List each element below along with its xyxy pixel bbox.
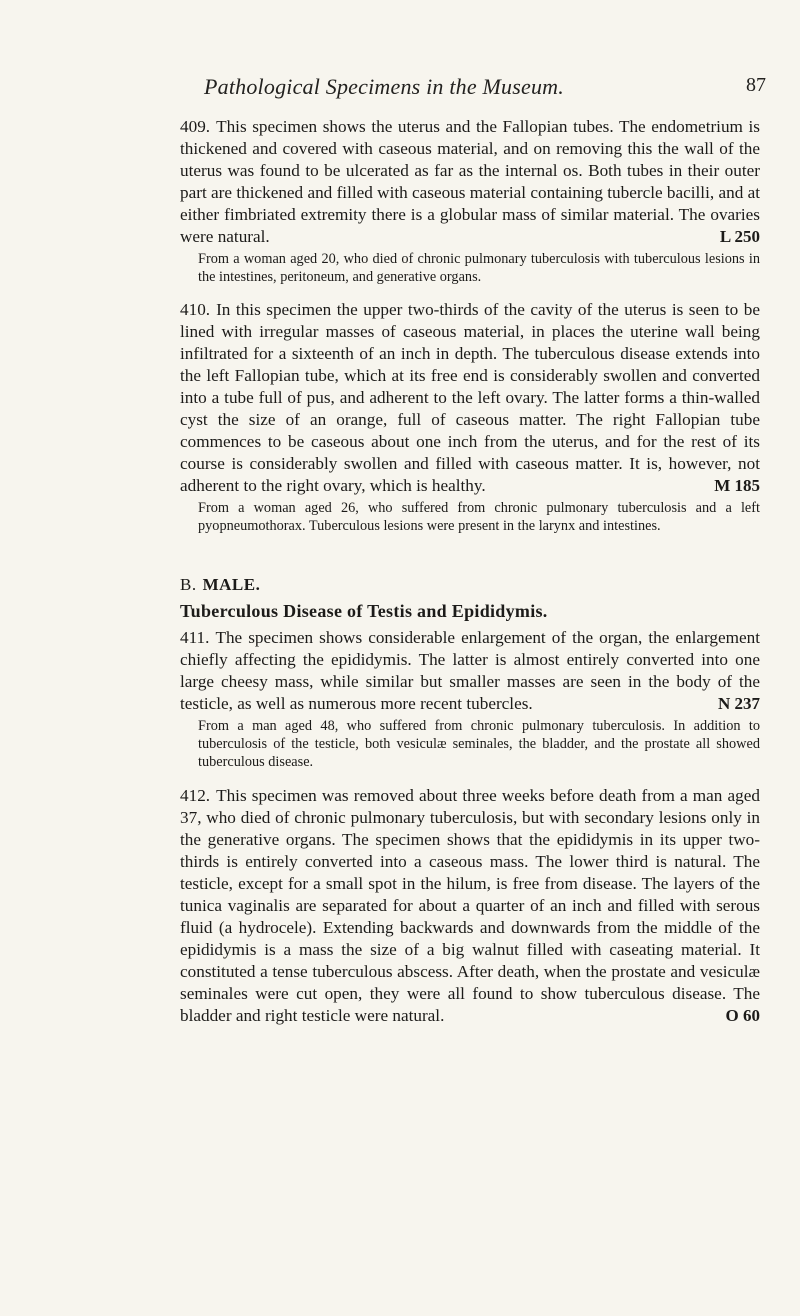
specimen-entry-411: [180, 627, 760, 771]
catalogue-reference: M 185: [714, 476, 760, 495]
running-header: [180, 74, 766, 108]
entry-number: 412.: [180, 786, 211, 805]
entry-body: [180, 785, 760, 1027]
entry-body: [180, 299, 760, 497]
entry-description: This specimen shows the uterus and the Fallopian tubes. The endometrium is thickened and covered with caseous material, and on removing this the wall of the uterus was found to be ulcerated as far as the internal os. Both tubes in their outer part are thickened and filled with caseous material containing tubercle bacilli, and at either fimbriated extremity there is a globular mass of similar material. The ovaries were natural.: [180, 117, 760, 246]
clinical-note: From a woman aged 26, who suffered from chronic pulmonary tuberculosis and a left pyopneumothorax. Tuberculous lesions were present in the larynx and intestines.: [198, 500, 760, 534]
specimen-entry-409: [180, 116, 760, 286]
clinical-note: From a man aged 48, who suffered from chronic pulmonary tuberculosis. In addition to tuberculosis of the testicle, both vesiculæ seminales, the bladder, and the prostate all showed tuberculous disease.: [198, 718, 760, 770]
running-title: Pathological Specimens in the Museum.: [204, 74, 564, 99]
catalogue-reference: N 237: [717, 694, 760, 713]
page-number: 87: [746, 74, 766, 96]
specimen-entry-412: [180, 785, 760, 1027]
entry-number: 411.: [180, 628, 210, 647]
entry-description: This specimen was removed about three weeks before death from a man aged 37, who died of chronic pulmonary tuberculosis, but with secondary lesions only in the generative organs. The specimen shows that the epididymis in its upper two-thirds is entirely converted into a caseous mass. The lower third is natural. The testicle, except for a small spot in the hilum, is free from disease. The layers of the tunica vaginalis are separated for about a quarter of an inch and filled with serous fluid (a hydrocele). Extending backwards and downwards from the middle of the epididymis is a mass the size of a big walnut filled with caseating material. It constituted a tense tuberculous abscess. After death, when the prostate and vesiculæ seminales were cut open, they were all found to show tuberculous disease. The bladder and right testicle were natural.: [180, 786, 760, 1025]
entry-description: In this specimen the upper two-thirds of the cavity of the uterus is seen to be lined with irregular masses of caseous material, in places the uterine wall being infiltrated for a sixteenth of an inch in depth. The tuberculous disease extends into the left Fallopian tube, which at its free end is considerably swollen and converted into a tube full of pus, and adherent to the left ovary. The latter forms a thin-walled cyst the size of an orange, full of caseous matter. The right Fallopian tube commences to be caseous about one inch from the uterus, and for the rest of its course is considerably swollen and filled with caseous matter. It is, however, not adherent to the right ovary, which is healthy.: [180, 300, 760, 495]
section-letter: B.: [180, 575, 197, 594]
entry-description: The specimen shows considerable enlargement of the organ, the enlargement chiefly affecting the epididymis. The latter is almost entirely converted into one large cheesy mass, while similar but smaller masses are seen in the body of the testicle, as well as numerous more recent tubercles.: [180, 628, 760, 713]
catalogue-reference: O 60: [725, 1006, 760, 1025]
section-title: MALE.: [202, 575, 261, 594]
entry-number: 409.: [180, 117, 211, 136]
catalogue-reference: L 250: [719, 227, 760, 246]
document-page: [180, 74, 766, 1027]
section-heading: [180, 575, 760, 595]
subsection-heading: Tuberculous Disease of Testis and Epididymis.: [180, 601, 548, 621]
entry-number: 410.: [180, 300, 211, 319]
clinical-note: From a woman aged 20, who died of chronic pulmonary tuberculosis with tuberculous lesions in the intestines, peritoneum, and generative organs.: [198, 251, 760, 285]
specimen-entry-410: [180, 299, 760, 535]
